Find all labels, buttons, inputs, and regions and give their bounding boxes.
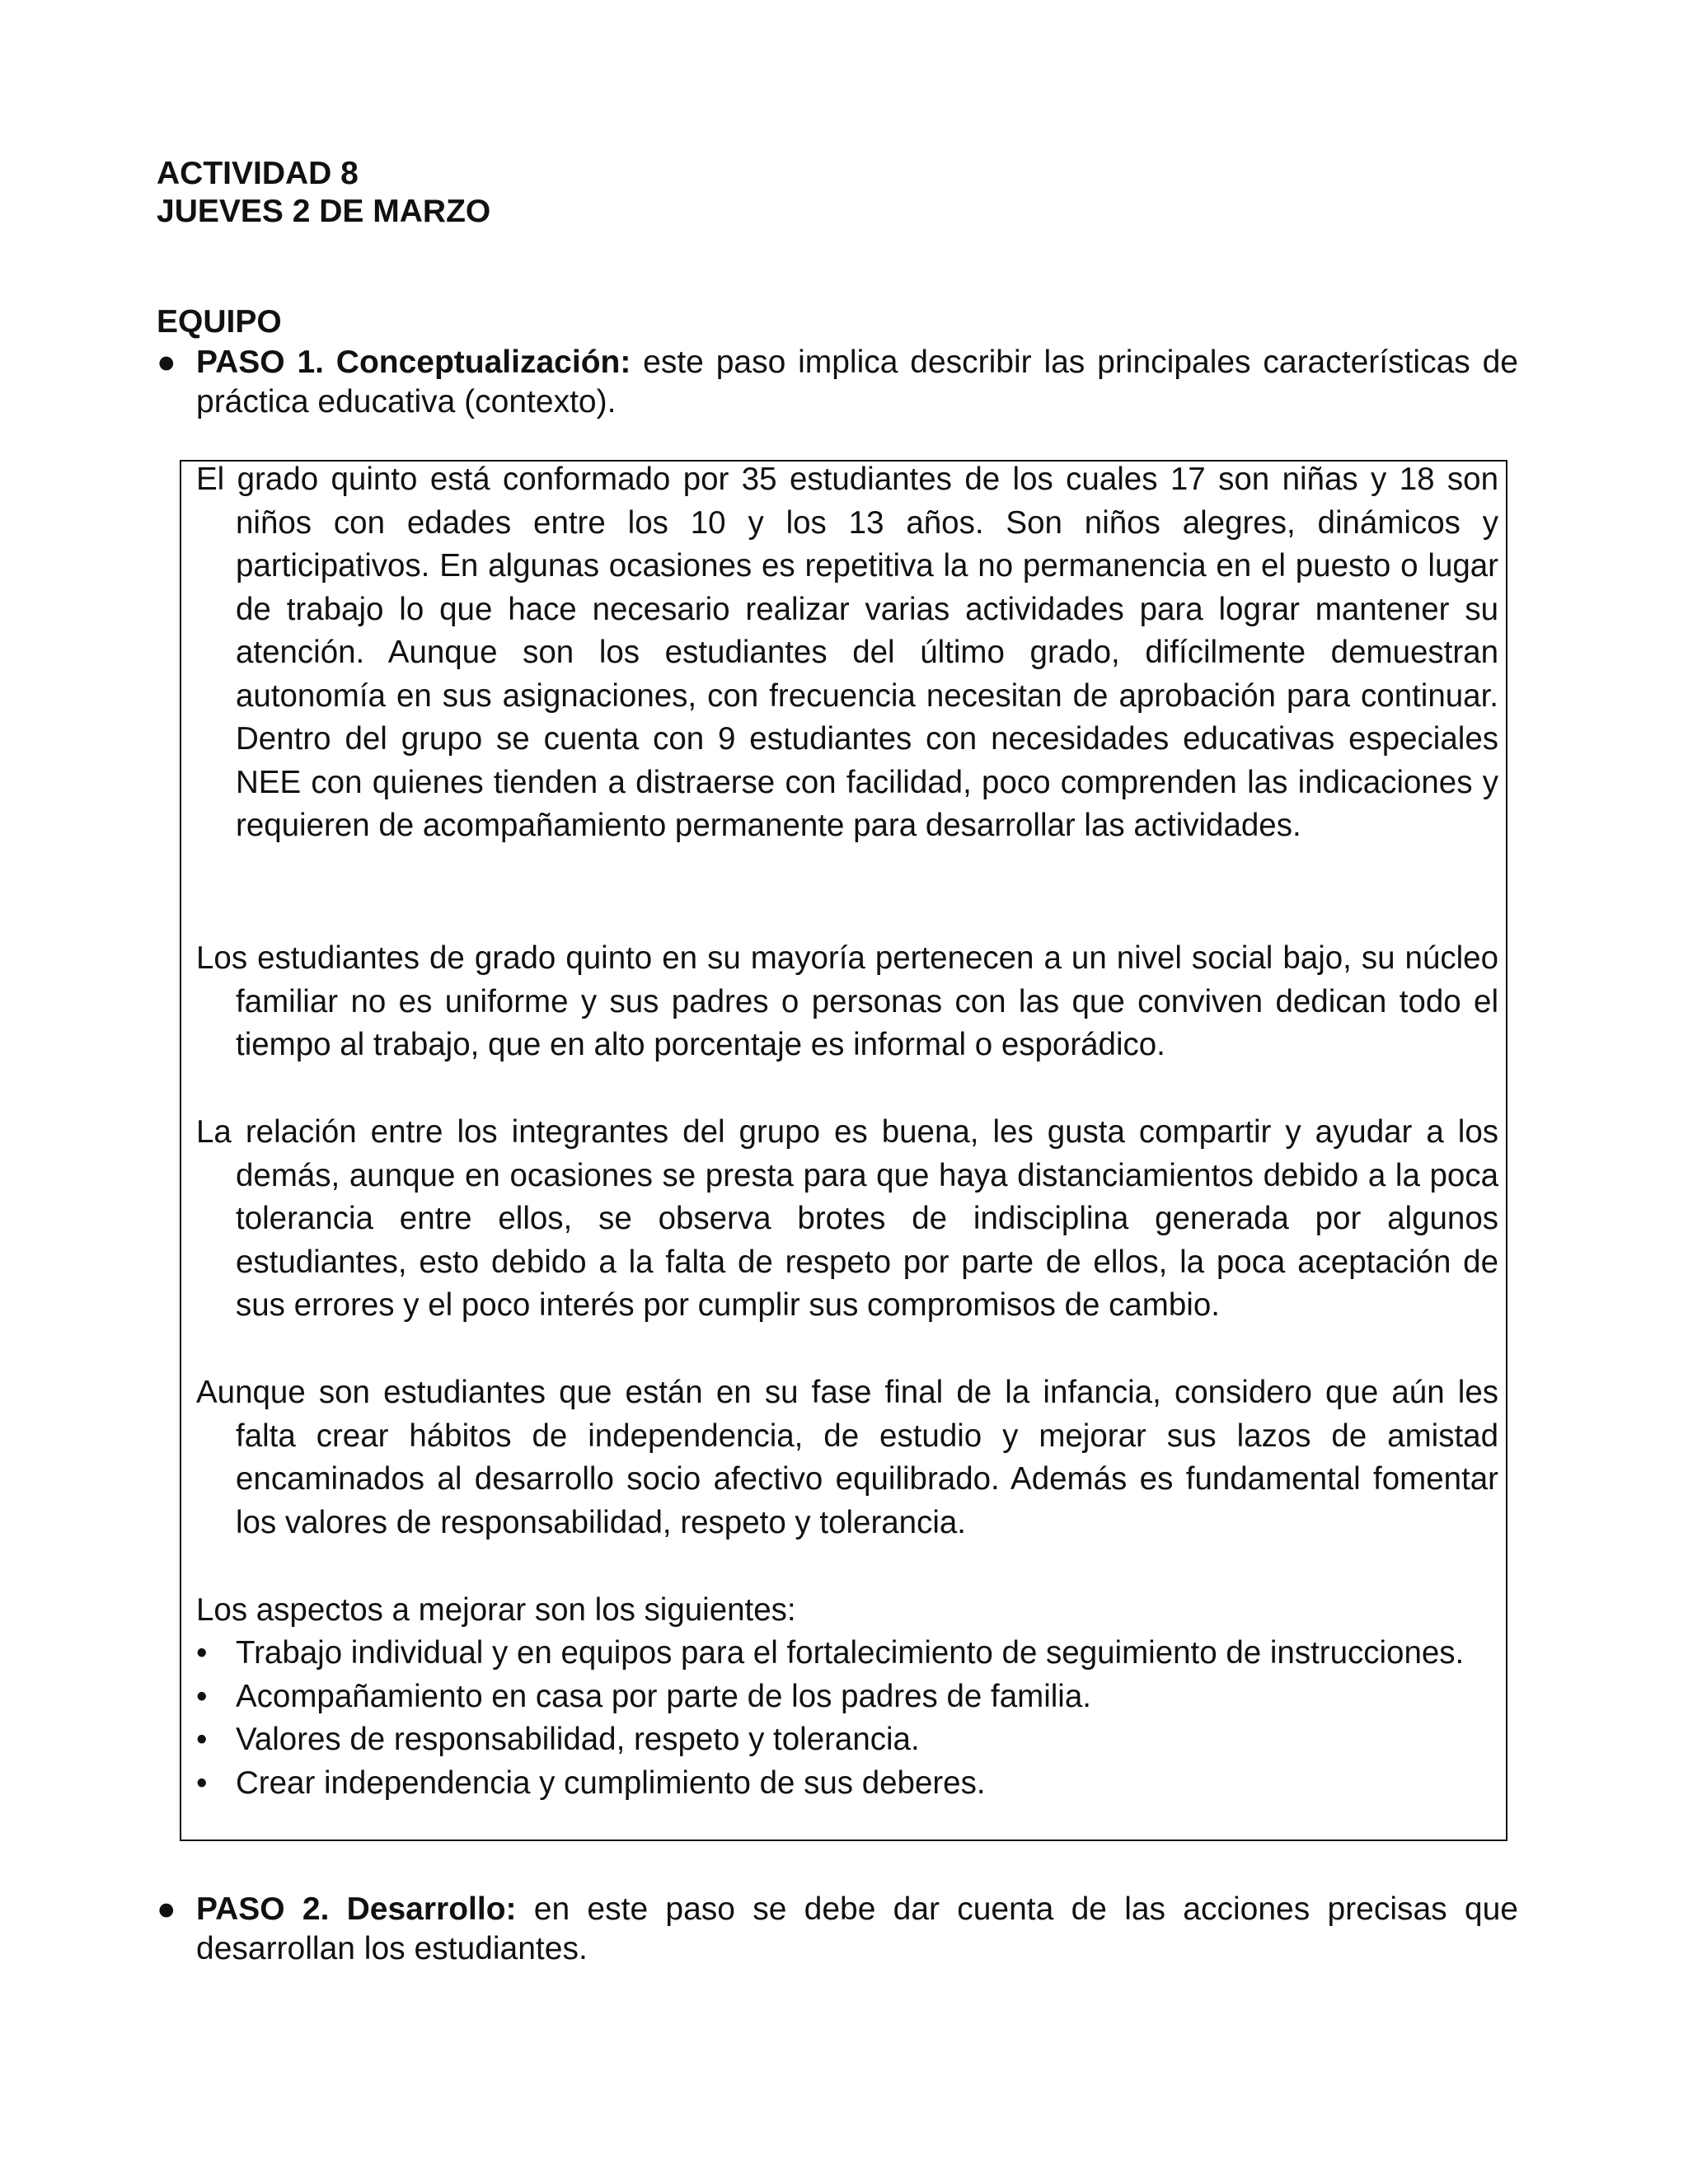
improvement-text: Trabajo individual y en equipos para el fortalecimiento de seguimiento de instrucciones. — [236, 1635, 1465, 1671]
bullet-dot-icon: • — [196, 1678, 208, 1714]
step-2-description: en este paso se debe dar cuenta de las acciones precisas que desarrollan los estudiantes. — [196, 1891, 1518, 1966]
bullet-dot-icon: • — [196, 1765, 208, 1801]
bullet-icon: ● — [157, 344, 176, 380]
bullet-icon: ● — [157, 1891, 176, 1927]
improvement-item — [196, 1632, 1498, 1675]
bullet-dot-icon: • — [196, 1635, 208, 1671]
step-1-description: este paso implica describir las principales características de práctica educativa (contexto). — [196, 344, 1518, 419]
step-2-item — [157, 1890, 1518, 1969]
step-1-label: PASO 1. Conceptualización: — [196, 344, 631, 380]
step-2-label: PASO 2. Desarrollo: — [196, 1891, 517, 1927]
step-1-item — [157, 343, 1518, 422]
bullet-dot-icon: • — [196, 1722, 208, 1757]
improvement-text: Crear independencia y cumplimiento de sus deberes. — [236, 1765, 986, 1801]
activity-date: JUEVES 2 DE MARZO — [157, 194, 491, 229]
improvement-item — [196, 1675, 1498, 1719]
team-heading: EQUIPO — [157, 304, 282, 340]
step-1-text-block — [196, 343, 1518, 422]
context-paragraph: Aunque son estudiantes que están en su fase final de la infancia, considero que aún les falta crear hábitos de independencia, de estudio y mejorar sus lazos de amistad encaminados al desarrollo socio afectivo equilibrado. Además es fundamental fomentar los valores de responsabilidad, respeto y tolerancia. — [196, 1375, 1498, 1540]
improvement-text: Acompañamiento en casa por parte de los padres de familia. — [236, 1678, 1091, 1714]
improvement-item — [196, 1718, 1498, 1762]
improvements-list — [196, 1632, 1498, 1805]
context-paragraph: Los estudiantes de grado quinto en su mayoría pertenecen a un nivel social bajo, su núcleo familiar no es uniforme y sus padres o personas con las que conviven dedican todo el tiempo al trabajo, que en alto porcentaje es informal o esporádico. — [196, 940, 1498, 1062]
step-2-text-block — [196, 1890, 1518, 1969]
improvement-item — [196, 1762, 1498, 1806]
context-paragraph: La relación entre los integrantes del grupo es buena, les gusta compartir y ayudar a los demás, aunque en ocasiones se presta para que haya distanciamientos debido a la poca tolerancia entre ellos, se observa brotes de indisciplina generada por algunos estudiantes, esto debido a la falta de respeto por parte de ellos, la poca aceptación de sus errores y el poco interés por cumplir sus compromisos de cambio. — [196, 1114, 1498, 1323]
context-paragraph: El grado quinto está conformado por 35 estudiantes de los cuales 17 son niñas y 18 son niños con edades entre los 10 y los 13 años. Son niños alegres, dinámicos y participativos. En algunas ocasiones es repetitiva la no permanencia en el puesto o lugar de trabajo lo que hace necesario realizar varias actividades para lograr mantener su atención. Aunque son los estudiantes del último grado, difícilmente demuestran autonomía en sus asignaciones, con frecuencia necesitan de aprobación para continuar. Dentro del grupo se cuenta con 9 estudiantes con necesidades educativas especiales NEE con quienes tienden a distraerse con facilidad, poco comprenden las indicaciones y requieren de acompañamiento permanente para desarrollar las actividades. — [196, 462, 1498, 843]
improvement-text: Valores de responsabilidad, respeto y tolerancia. — [236, 1722, 920, 1757]
activity-title: ACTIVIDAD 8 — [157, 156, 359, 191]
improvements-intro: Los aspectos a mejorar son los siguientes: — [196, 1592, 796, 1628]
